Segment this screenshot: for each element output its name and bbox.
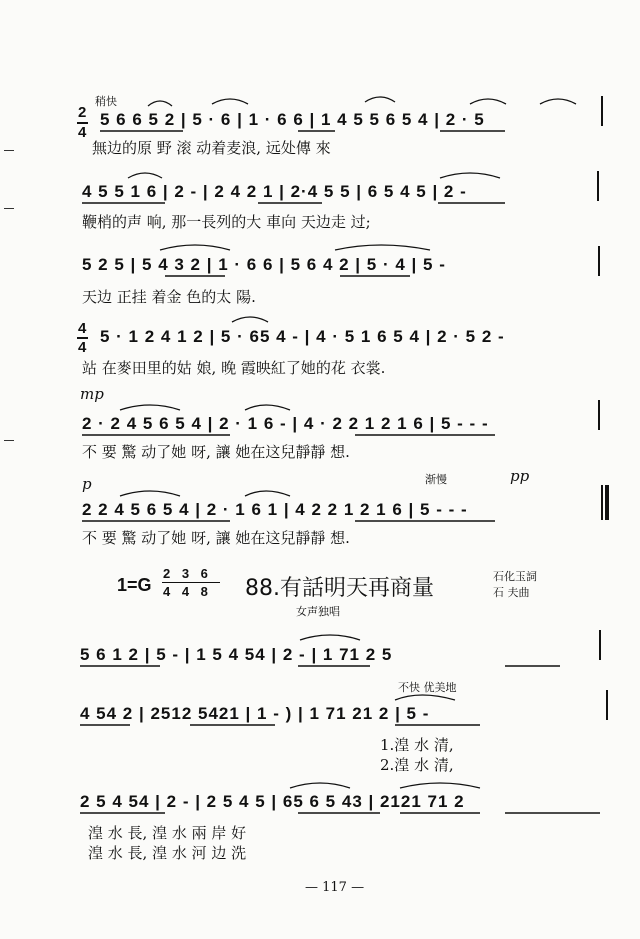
margin-mark	[4, 208, 14, 209]
song2-verse2-line-3: 湟 水 長, 湟 水 河 边 洗	[88, 844, 247, 862]
notation-line-6: 2 2 4 5 6 5 4 | 2 · 1 6 1 | 4 2 2 1 2 1 6 | 5 - - -	[82, 500, 468, 519]
lyrics-line-5: 不 要 驚 动了她 呀, 讓 她在这兒靜靜 想.	[82, 443, 350, 461]
notation-line-4: 5 · 1 2 4 1 2 | 5 · 65 4 - | 4 · 5 1 6 5 4 | 2 · 5 2 -	[100, 327, 505, 346]
notation-line-1: 5 6 6 5 2 | 5 · 6 | 1 · 6 6 | 1 4 5 5 6 5 4 | 2 · 5	[100, 110, 485, 129]
song-title: 88.有話明天再商量	[245, 576, 434, 601]
ritardando-mark: 渐慢	[425, 473, 447, 486]
tempo-marking: 稍快	[95, 95, 117, 108]
song2-notation-line-2: 4 54 2 | 2512 5421 | 1 - ) | 1 71 21 2 | 5 -	[80, 704, 430, 723]
margin-mark	[4, 150, 14, 151]
notation-line-5: 2 · 2 4 5 6 5 4 | 2 · 1 6 - | 4 · 2 2 1 2 1 6 | 5 - - -	[82, 414, 489, 433]
song2-verse2-line-2: 2.湟 水 清,	[380, 756, 454, 774]
bar-line	[598, 400, 600, 430]
song2-verse1-line-2: 1.湟 水 清,	[380, 736, 454, 754]
song2-tempo-marking: 不快 优美地	[398, 681, 457, 694]
meter-bottoms: 4 4 8	[163, 584, 212, 599]
lyrics-line-6: 不 要 驚 动了她 呀, 讓 她在这兒靜靜 想.	[82, 529, 350, 547]
bar-line	[599, 630, 601, 660]
final-bar-thick	[605, 485, 609, 520]
bar-line	[597, 171, 599, 201]
composer-credit: 石 夫曲	[493, 586, 530, 599]
lyrics-line-3: 天边 正挂 着金 色的太 陽.	[82, 288, 256, 306]
lyrics-line-4: 站 在麥田里的姑 娘, 晚 霞映紅了她的花 衣裳.	[82, 359, 386, 377]
time-signature-4-top: 4	[78, 320, 88, 337]
performance-type: 女声独唱	[296, 605, 340, 618]
dynamic-p: p	[82, 475, 92, 493]
lyrics-line-1: 無边的原 野 滚 动着麦浪, 远处傳 來	[92, 139, 331, 157]
dynamic-pp: pp	[510, 467, 530, 485]
margin-mark	[4, 440, 14, 441]
page-number: — 117 —	[305, 880, 365, 895]
dynamic-mp: mp	[80, 385, 104, 403]
lyrics-line-2: 鞭梢的声 响, 那一長列的大 車向 天边走 过;	[82, 213, 371, 231]
bar-line	[598, 246, 600, 276]
meter-tops: 2 3 6	[163, 566, 212, 581]
song2-verse1-line-3: 湟 水 長, 湟 水 兩 岸 好	[88, 824, 247, 842]
song2-notation-line-3: 2 5 4 54 | 2 - | 2 5 4 5 | 65 6 5 43 | 2121 71 2	[80, 792, 465, 811]
bar-line	[601, 96, 603, 126]
notation-line-3: 5 2 5 | 5 4 3 2 | 1 · 6 6 | 5 6 4 2 | 5 · 4 | 5 -	[82, 255, 446, 274]
final-bar-thin	[601, 485, 603, 520]
time-signature-top: 2	[78, 104, 88, 121]
lyricist-credit: 石化玉詞	[493, 570, 537, 583]
time-signature-bottom: 4	[78, 124, 88, 141]
song2-notation-line-1: 5 6 1 2 | 5 - | 1 5 4 54 | 2 - | 1 71 2 5	[80, 645, 393, 664]
notation-line-2: 4 5 5 1 6 | 2 - | 2 4 2 1 | 2·4 5 5 | 6 5 4 5 | 2 -	[82, 182, 467, 201]
key-signature: 1=G	[117, 575, 152, 595]
bar-line	[606, 690, 608, 720]
time-signature-4-bottom: 4	[78, 339, 88, 356]
